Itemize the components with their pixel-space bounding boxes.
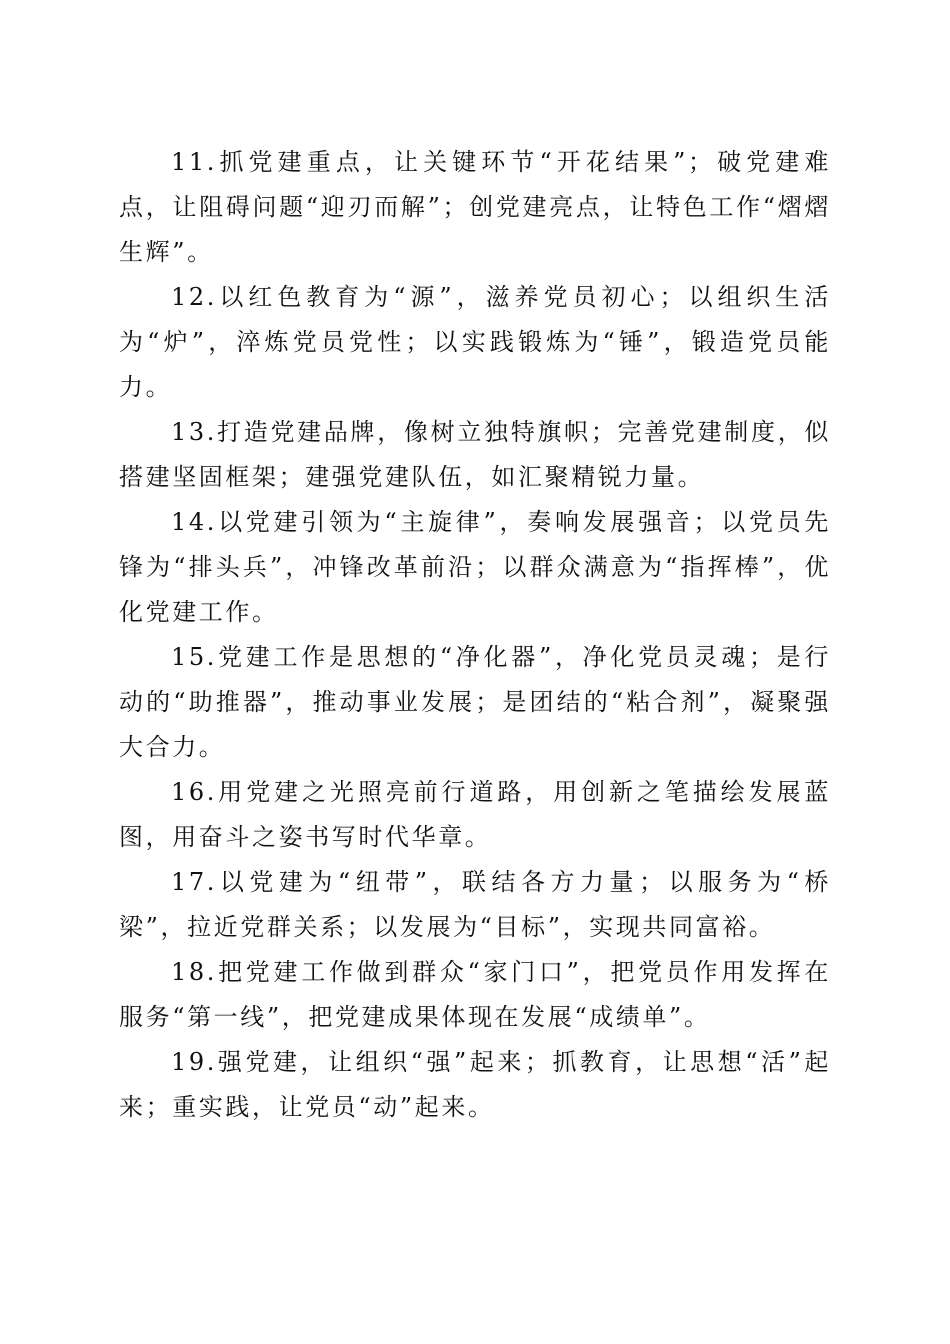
paragraph-item-17: 17.以党建为“纽带”，联结各方力量；以服务为“桥梁”，拉近党群关系；以发展为“目标”，实现共同富裕。 (119, 868, 831, 941)
paragraph-item-19: 19.强党建，让组织“强”起来；抓教育，让思想“活”起来；重实践，让党员“动”起来。 (119, 1048, 831, 1121)
paragraph-item-15: 15.党建工作是思想的“净化器”，净化党员灵魂；是行动的“助推器”，推动事业发展；是团结的“粘合剂”，凝聚强大合力。 (119, 643, 831, 761)
paragraph-item-16: 16.用党建之光照亮前行道路，用创新之笔描绘发展蓝图，用奋斗之姿书写时代华章。 (119, 778, 831, 851)
document-page (119, 140, 831, 1130)
paragraph-item-13: 13.打造党建品牌，像树立独特旗帜；完善党建制度，似搭建坚固框架；建强党建队伍，如汇聚精锐力量。 (119, 418, 831, 491)
paragraph-item-12: 12.以红色教育为“源”，滋养党员初心；以组织生活为“炉”，淬炼党员党性；以实践锻炼为“锤”，锻造党员能力。 (119, 283, 831, 401)
paragraph-item-11: 11.抓党建重点，让关键环节“开花结果”；破党建难点，让阻碍问题“迎刃而解”；创党建亮点，让特色工作“熠熠生辉”。 (119, 148, 831, 266)
paragraph-item-14: 14.以党建引领为“主旋律”，奏响发展强音；以党员先锋为“排头兵”，冲锋改革前沿；以群众满意为“指挥棒”，优化党建工作。 (119, 508, 831, 626)
paragraph-item-18: 18.把党建工作做到群众“家门口”，把党员作用发挥在服务“第一线”，把党建成果体现在发展“成绩单”。 (119, 958, 831, 1031)
